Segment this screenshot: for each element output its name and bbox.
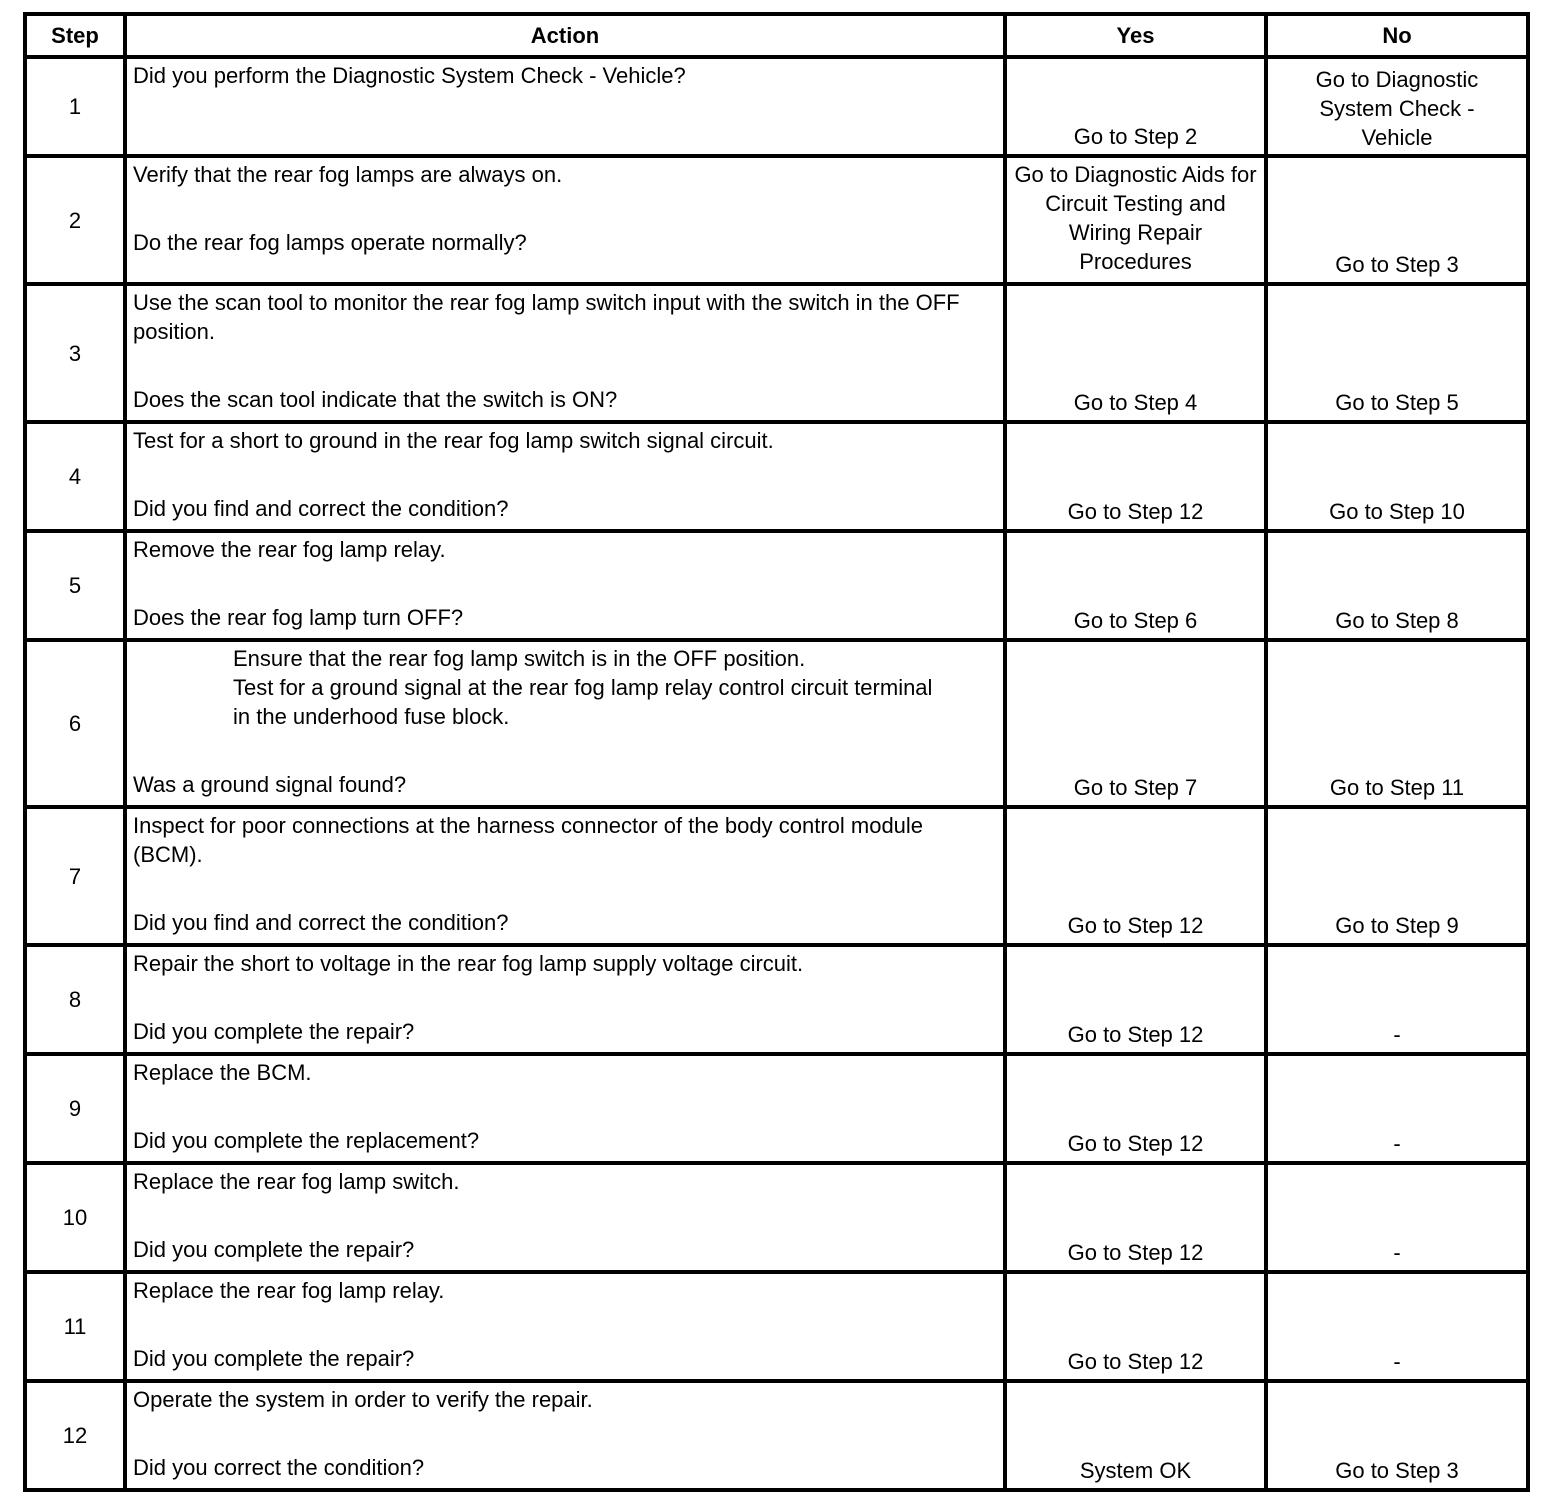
yes-cell: Go to Step 12 bbox=[1005, 422, 1266, 531]
action-cell bbox=[125, 284, 1005, 422]
header-step: Step bbox=[25, 14, 125, 57]
action-question: Did you complete the repair? bbox=[133, 1346, 415, 1371]
table-row bbox=[25, 156, 1528, 284]
no-cell: Go to Step 5 bbox=[1266, 284, 1528, 422]
step-number: 8 bbox=[25, 945, 125, 1054]
action-question: Does the scan tool indicate that the switch is ON? bbox=[133, 387, 618, 412]
action-text: Inspect for poor connections at the harness connector of the body control module (BCM). bbox=[133, 813, 924, 867]
action-text: Test for a ground signal at the rear fog lamp relay control circuit terminal in the underhood fuse block. bbox=[233, 675, 933, 729]
action-question: Did you complete the repair? bbox=[133, 1019, 415, 1044]
no-cell: Go to Step 11 bbox=[1266, 640, 1528, 807]
header-action: Action bbox=[125, 14, 1005, 57]
table-row bbox=[25, 531, 1528, 640]
yes-cell: Go to Step 4 bbox=[1005, 284, 1266, 422]
table-row bbox=[25, 1163, 1528, 1272]
action-cell bbox=[125, 640, 1005, 807]
step-number: 2 bbox=[25, 156, 125, 284]
no-cell: - bbox=[1266, 1272, 1528, 1381]
action-cell bbox=[125, 1272, 1005, 1381]
step-number: 3 bbox=[25, 284, 125, 422]
no-cell: Go to Diagnostic System Check - Vehicle bbox=[1266, 57, 1528, 156]
action-cell bbox=[125, 57, 1005, 156]
action-text: Replace the BCM. bbox=[133, 1060, 312, 1085]
header-yes: Yes bbox=[1005, 14, 1266, 57]
yes-cell: Go to Step 12 bbox=[1005, 1272, 1266, 1381]
yes-cell: Go to Step 6 bbox=[1005, 531, 1266, 640]
no-cell: Go to Step 9 bbox=[1266, 807, 1528, 945]
action-text: Remove the rear fog lamp relay. bbox=[133, 537, 446, 562]
action-question: Did you correct the condition? bbox=[133, 1455, 425, 1480]
action-cell bbox=[125, 1381, 1005, 1490]
no-cell: - bbox=[1266, 1163, 1528, 1272]
action-question: Did you find and correct the condition? bbox=[133, 496, 509, 521]
yes-cell: Go to Step 12 bbox=[1005, 1054, 1266, 1163]
action-text: Use the scan tool to monitor the rear fog lamp switch input with the switch in the OFF position. bbox=[133, 290, 960, 344]
table-row bbox=[25, 807, 1528, 945]
no-cell: Go to Step 3 bbox=[1266, 156, 1528, 284]
yes-cell: Go to Step 7 bbox=[1005, 640, 1266, 807]
action-text: Test for a short to ground in the rear fog lamp switch signal circuit. bbox=[133, 428, 774, 453]
no-cell: Go to Step 3 bbox=[1266, 1381, 1528, 1490]
action-cell bbox=[125, 945, 1005, 1054]
yes-cell: Go to Step 12 bbox=[1005, 945, 1266, 1054]
table-row bbox=[25, 945, 1528, 1054]
no-cell: - bbox=[1266, 1054, 1528, 1163]
action-text: Replace the rear fog lamp relay. bbox=[133, 1278, 445, 1303]
action-text: Repair the short to voltage in the rear fog lamp supply voltage circuit. bbox=[133, 951, 804, 976]
table-row bbox=[25, 1054, 1528, 1163]
action-text: Replace the rear fog lamp switch. bbox=[133, 1169, 460, 1194]
action-cell bbox=[125, 156, 1005, 284]
no-cell: - bbox=[1266, 945, 1528, 1054]
action-cell bbox=[125, 1163, 1005, 1272]
step-number: 12 bbox=[25, 1381, 125, 1490]
action-text: Verify that the rear fog lamps are always on. bbox=[133, 162, 563, 187]
action-question: Did you complete the replacement? bbox=[133, 1128, 480, 1153]
table-row bbox=[25, 284, 1528, 422]
action-question: Does the rear fog lamp turn OFF? bbox=[133, 605, 464, 630]
action-question: Did you find and correct the condition? bbox=[133, 910, 509, 935]
action-question: Did you complete the repair? bbox=[133, 1237, 415, 1262]
table-row bbox=[25, 1272, 1528, 1381]
yes-cell: Go to Step 2 bbox=[1005, 57, 1266, 156]
action-cell bbox=[125, 531, 1005, 640]
step-number: 1 bbox=[25, 57, 125, 156]
yes-cell: Go to Step 12 bbox=[1005, 1163, 1266, 1272]
table-row bbox=[25, 57, 1528, 156]
step-number: 5 bbox=[25, 531, 125, 640]
no-cell: Go to Step 8 bbox=[1266, 531, 1528, 640]
table-row bbox=[25, 1381, 1528, 1490]
table-row bbox=[25, 422, 1528, 531]
header-row bbox=[25, 14, 1528, 57]
action-question: Do the rear fog lamps operate normally? bbox=[133, 230, 527, 255]
action-question: Was a ground signal found? bbox=[133, 772, 407, 797]
header-no: No bbox=[1266, 14, 1528, 57]
table-row bbox=[25, 640, 1528, 807]
action-cell bbox=[125, 1054, 1005, 1163]
yes-cell: Go to Diagnostic Aids for Circuit Testing and Wiring Repair Procedures bbox=[1005, 156, 1266, 284]
step-number: 11 bbox=[25, 1272, 125, 1381]
step-number: 6 bbox=[25, 640, 125, 807]
action-text: Ensure that the rear fog lamp switch is in the OFF position. bbox=[233, 646, 806, 671]
action-cell bbox=[125, 422, 1005, 531]
step-number: 9 bbox=[25, 1054, 125, 1163]
step-number: 4 bbox=[25, 422, 125, 531]
diagnostic-table-container bbox=[23, 12, 1526, 1492]
action-text: Operate the system in order to verify the repair. bbox=[133, 1387, 593, 1412]
no-cell: Go to Step 10 bbox=[1266, 422, 1528, 531]
diagnostic-table bbox=[23, 12, 1530, 1492]
yes-cell: Go to Step 12 bbox=[1005, 807, 1266, 945]
step-number: 7 bbox=[25, 807, 125, 945]
action-text: Did you perform the Diagnostic System Check - Vehicle? bbox=[133, 63, 686, 88]
action-cell bbox=[125, 807, 1005, 945]
step-number: 10 bbox=[25, 1163, 125, 1272]
yes-cell: System OK bbox=[1005, 1381, 1266, 1490]
